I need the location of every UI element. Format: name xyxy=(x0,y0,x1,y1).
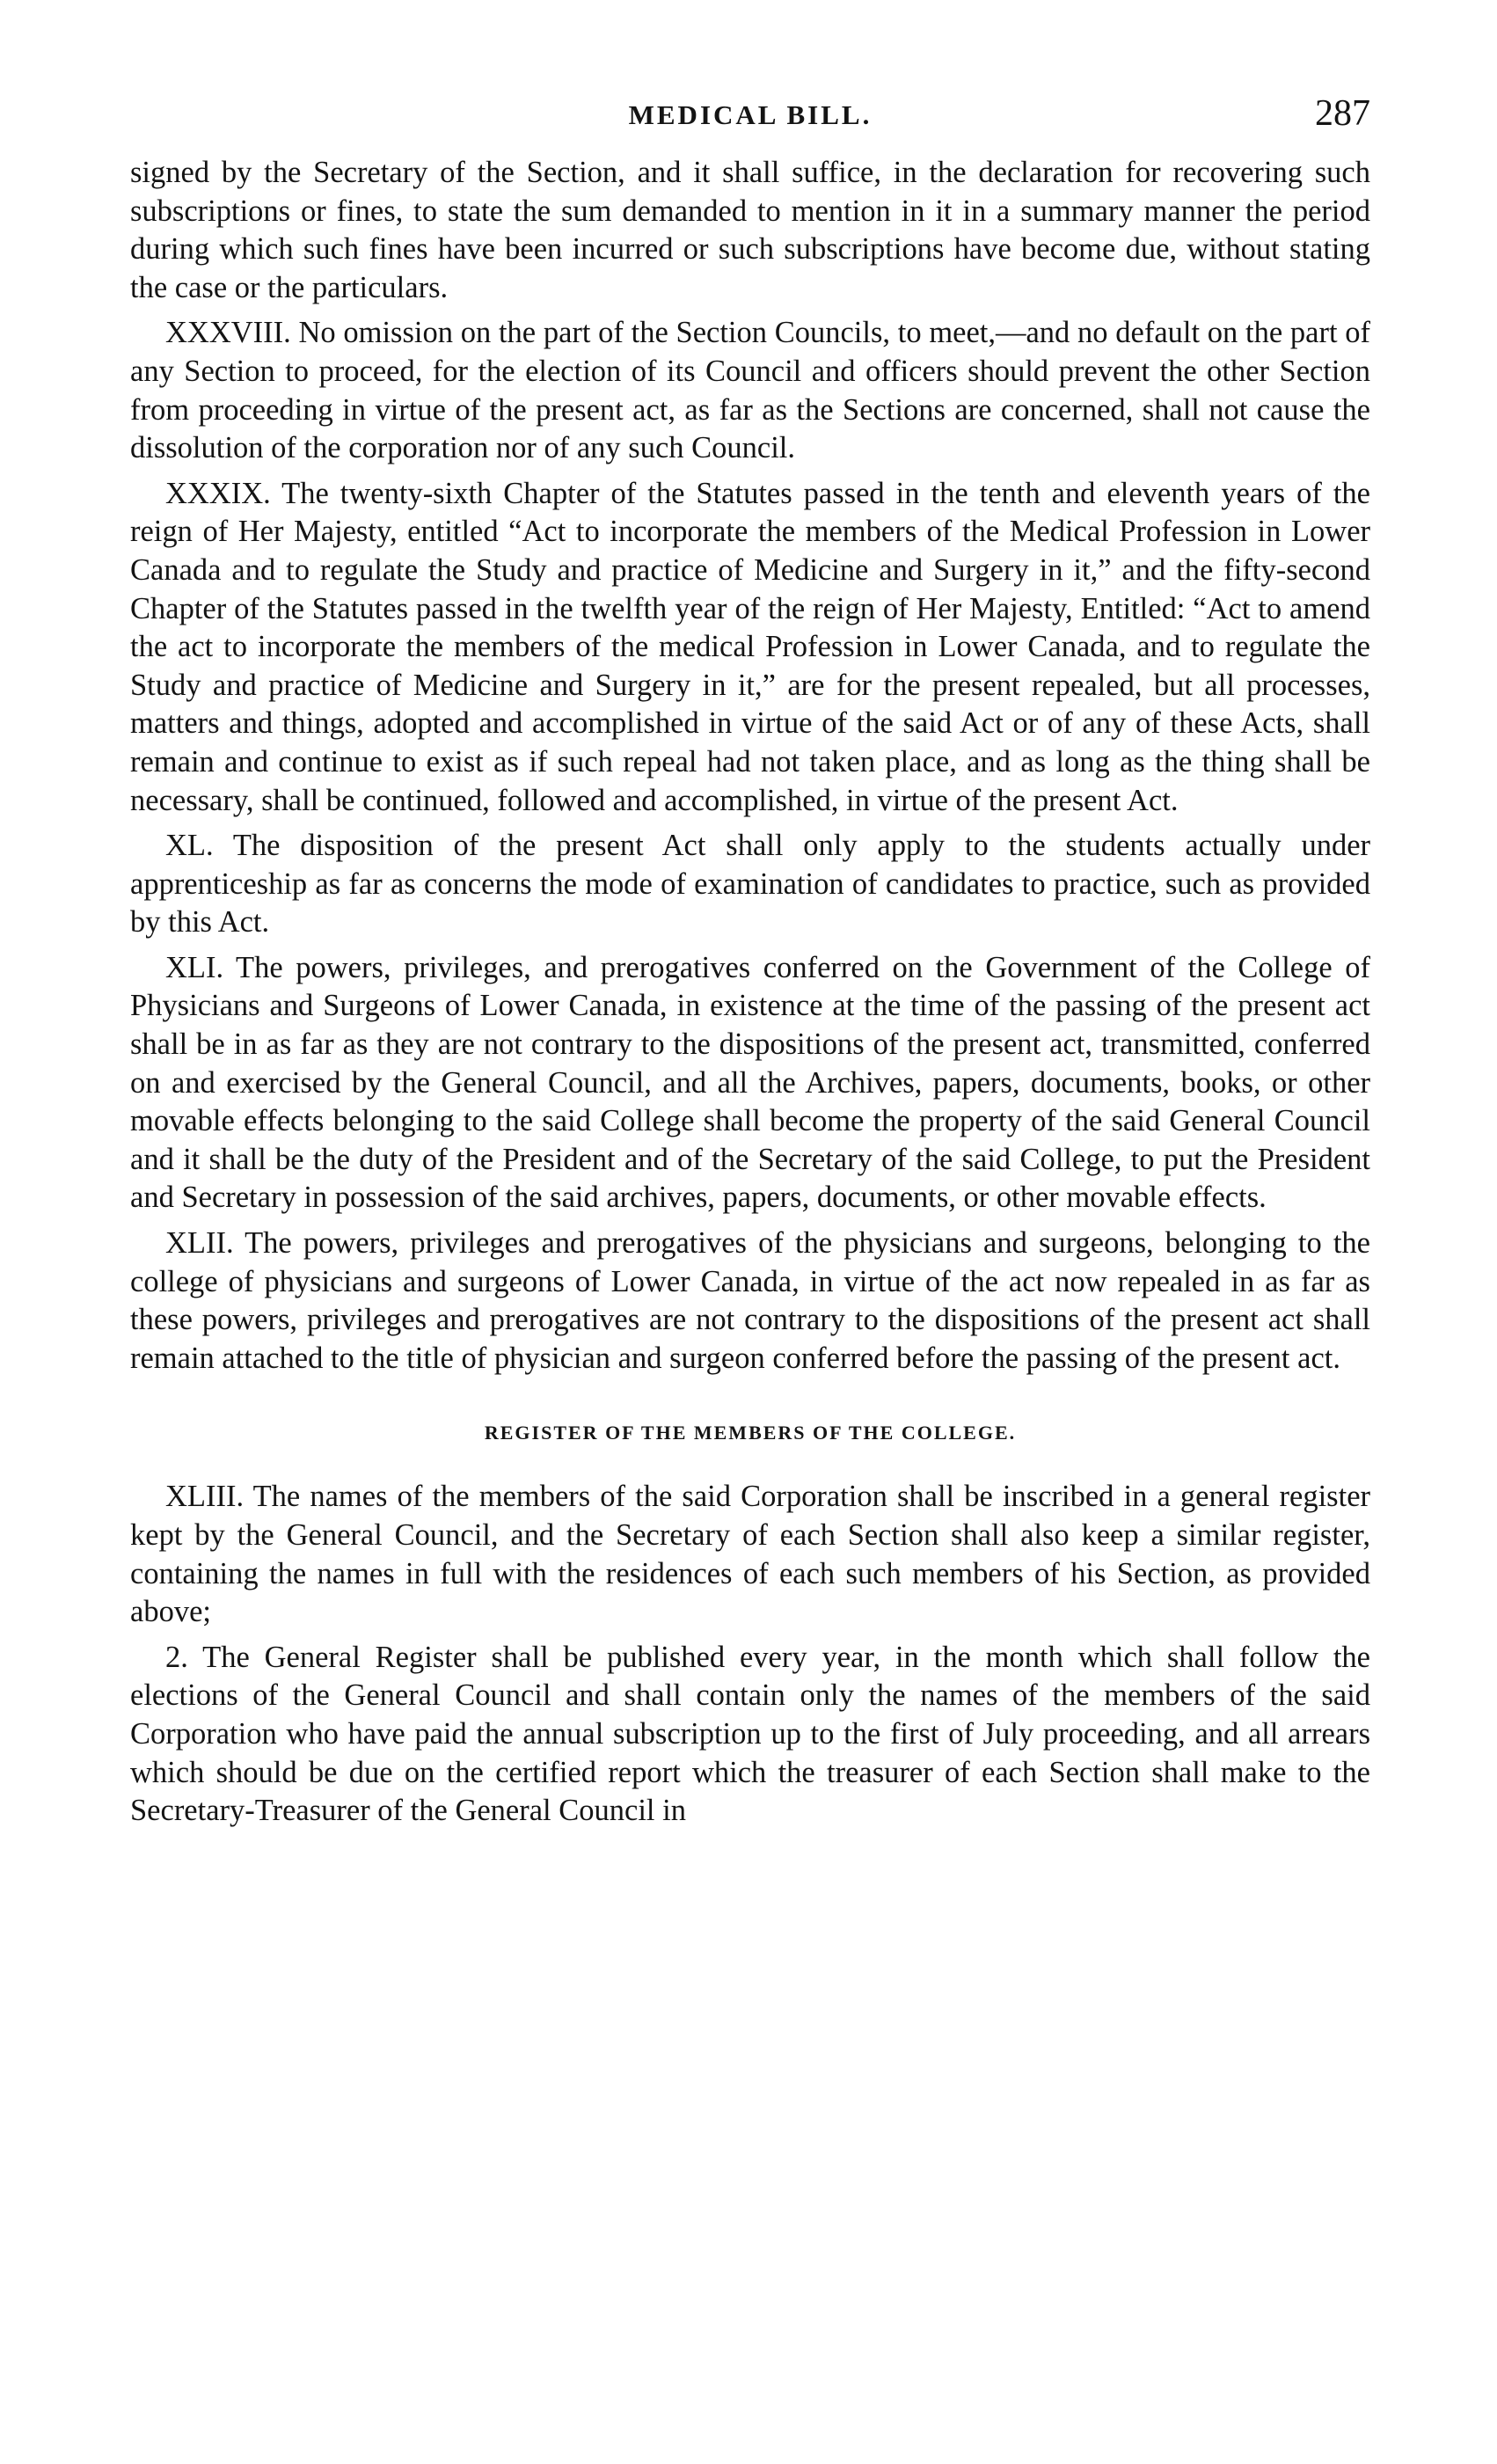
page-number: 287 xyxy=(1315,93,1370,134)
running-head xyxy=(130,92,1370,154)
running-title: MEDICAL BILL. xyxy=(628,99,873,130)
paragraph-section-xxxix: XXXIX. The twenty-sixth Chapter of the Statutes passed in the tenth and eleventh years of the reign of Her Majesty, entitled “Act to incorporate the members of the Medical Profession in Lower Canada and to regulate the Study and practice of Medicine and Surgery in it,” and the fifty-second Chapter of the Statutes passed in the twelfth year of the reign of Her Majesty, Entitled: “Act to amend the act to incorporate the members of the medical Profession in Lower Canada, and to regulate the Study and practice of Medicine and Surgery in it,” are for the present repealed, but all processes, matters and things, adopted and accomplished in virtue of the said Act or of any of these Acts, shall remain and continue to exist as if such repeal had not taken place, and as long as the thing shall be necessary, shall be continued, followed and accomplished, in virtue of the present Act. xyxy=(130,476,1370,817)
document-page xyxy=(130,92,1370,1838)
paragraph-section-xl: XL. The disposition of the present Act shall only apply to the students actually under apprenticeship as far as concerns the mode of examination of candidates to practice, such as provided by this Act. xyxy=(130,829,1370,940)
paragraph-subsection-2: 2. The General Register shall be published every year, in the month which shall follow the elections of the General Council and shall contain only the names of the members of the said Corporation who have paid the annual subscription up to the first of July proceeding, and all arrears which should be due on the certified report which the treasurer of each Section shall make to the Secretary-Treasurer of the General Council in xyxy=(130,1640,1370,1828)
paragraph-section-xxxviii: XXXVIII. No omission on the part of the Section Councils, to meet,—and no default on the part of any Section to proceed, for the election of its Council and officers should prevent the other Section from proceeding in virtue of the present act, as far as the Sections are concerned, shall not cause the dissolution of the corporation nor of any such Council. xyxy=(130,316,1370,465)
paragraph-section-xliii: XLIII. The names of the members of the said Corporation shall be inscribed in a general register kept by the General Council, and the Secretary of each Section shall also keep a similar register, containing the names in full with the residences of each such members of his Section, as provided above; xyxy=(130,1480,1370,1629)
paragraph-section-xlii: XLII. The powers, privileges and prerogatives of the physicians and surgeons, belonging to the college of physicians and surgeons of Lower Canada, in virtue of the act now repealed in as far as these powers, privileges and prerogatives are not contrary to the dispositions of the present act shall remain attached to the title of physician and surgeon conferred before the passing of the present act. xyxy=(130,1226,1370,1375)
body-text xyxy=(130,154,1370,1831)
section-heading: REGISTER OF THE MEMBERS OF THE COLLEGE. xyxy=(484,1422,1017,1444)
paragraph-section-xli: XLI. The powers, privileges, and prerogatives conferred on the Government of the College of Physicians and Surgeons of Lower Canada, in existence at the time of the passing of the present act shall be in as far as they are not contrary to the dispositions of the present act, transmitted, conferred on and exercised by the General Council, and all the Archives, papers, documents, books, or other movable effects belonging to the said College shall become the property of the said General Council and it shall be the duty of the President and of the Secretary of the said College, to put the President and Secretary in possession of the said archives, papers, documents, or other movable effects. xyxy=(130,950,1370,1215)
paragraph-continuation: signed by the Secretary of the Section, and it shall suffice, in the declaration for recovering such subscriptions or fines, to state the sum demanded to mention in it in a summary manner the period during which such fines have been incurred or such subscriptions have become due, without stating the case or the particulars. xyxy=(130,156,1370,304)
